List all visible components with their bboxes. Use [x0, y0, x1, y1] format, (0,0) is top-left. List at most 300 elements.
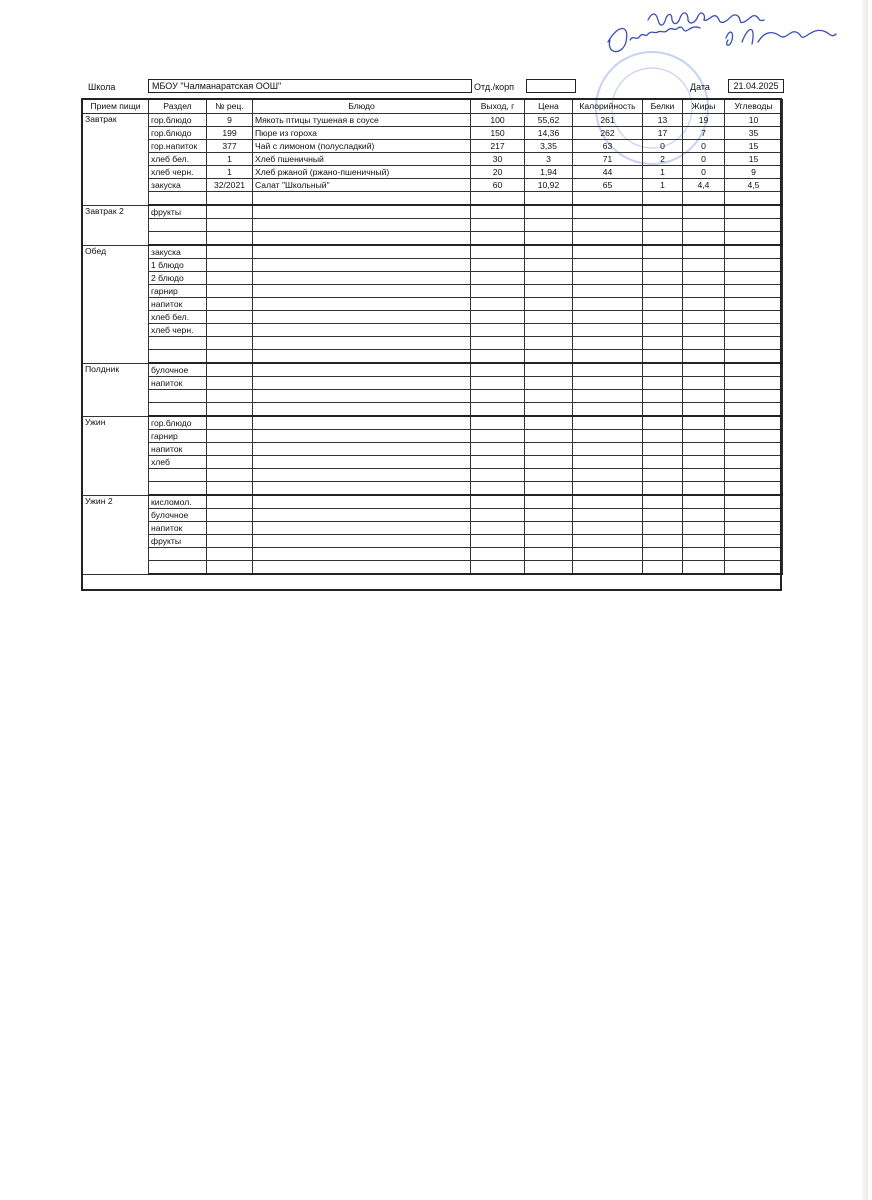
carbs-cell: [725, 482, 783, 496]
fat-cell: [683, 192, 725, 206]
yield-cell: [471, 245, 525, 259]
fat-cell: [683, 272, 725, 285]
recipe-cell: [207, 469, 253, 482]
kcal-cell: [573, 522, 643, 535]
kcal-cell: [573, 311, 643, 324]
dish-cell: Мякоть птицы тушеная в соусе: [253, 114, 471, 127]
section-cell: хлеб бел.: [149, 153, 207, 166]
fat-cell: [683, 469, 725, 482]
price-cell: [525, 298, 573, 311]
kcal-cell: [573, 509, 643, 522]
table-row: [83, 140, 783, 153]
kcal-cell: [573, 416, 643, 430]
table-row: [83, 403, 783, 417]
section-cell: кисломол.: [149, 495, 207, 509]
fat-cell: 4,4: [683, 179, 725, 192]
carbs-cell: 4,5: [725, 179, 783, 192]
recipe-cell: [207, 416, 253, 430]
yield-cell: [471, 350, 525, 364]
fat-cell: [683, 363, 725, 377]
dish-cell: [253, 522, 471, 535]
kcal-cell: [573, 298, 643, 311]
protein-cell: [643, 259, 683, 272]
table-row: [83, 456, 783, 469]
protein-cell: 2: [643, 153, 683, 166]
carbs-cell: [725, 311, 783, 324]
dish-cell: [253, 430, 471, 443]
section-cell: [149, 232, 207, 246]
kcal-cell: [573, 469, 643, 482]
section-cell: [149, 561, 207, 575]
table-row: [83, 548, 783, 561]
column-header: Белки: [643, 100, 683, 114]
kcal-cell: [573, 548, 643, 561]
fat-cell: [683, 509, 725, 522]
carbs-cell: [725, 430, 783, 443]
section-cell: [149, 469, 207, 482]
recipe-cell: [207, 285, 253, 298]
table-row: [83, 272, 783, 285]
price-cell: [525, 469, 573, 482]
kcal-cell: 261: [573, 114, 643, 127]
protein-cell: [643, 337, 683, 350]
carbs-cell: 15: [725, 140, 783, 153]
yield-cell: [471, 535, 525, 548]
carbs-cell: [725, 337, 783, 350]
recipe-cell: [207, 495, 253, 509]
fat-cell: [683, 482, 725, 496]
kcal-cell: [573, 363, 643, 377]
column-header: Цена: [525, 100, 573, 114]
price-cell: [525, 205, 573, 219]
document-header: [82, 78, 784, 98]
dish-cell: [253, 482, 471, 496]
recipe-cell: [207, 298, 253, 311]
menu-table: [82, 99, 783, 575]
fat-cell: [683, 285, 725, 298]
recipe-cell: [207, 324, 253, 337]
kcal-cell: [573, 443, 643, 456]
yield-cell: [471, 232, 525, 246]
page-edge: [862, 0, 868, 1200]
carbs-cell: 9: [725, 166, 783, 179]
recipe-cell: [207, 535, 253, 548]
protein-cell: [643, 456, 683, 469]
recipe-cell: 1: [207, 153, 253, 166]
protein-cell: [643, 192, 683, 206]
protein-cell: [643, 495, 683, 509]
school-label: Школа: [88, 82, 116, 92]
column-header: Жиры: [683, 100, 725, 114]
carbs-cell: [725, 561, 783, 575]
table-row: [83, 430, 783, 443]
price-cell: [525, 259, 573, 272]
table-row: [83, 324, 783, 337]
price-cell: [525, 245, 573, 259]
kcal-cell: [573, 192, 643, 206]
recipe-cell: [207, 390, 253, 403]
kcal-cell: [573, 337, 643, 350]
dish-cell: [253, 469, 471, 482]
protein-cell: 13: [643, 114, 683, 127]
section-cell: напиток: [149, 377, 207, 390]
dish-cell: [253, 403, 471, 417]
dish-cell: [253, 535, 471, 548]
recipe-cell: [207, 219, 253, 232]
recipe-cell: [207, 272, 253, 285]
price-cell: 1,94: [525, 166, 573, 179]
carbs-cell: [725, 272, 783, 285]
column-header: Углеводы: [725, 100, 783, 114]
school-field: МБОУ "Чалманаратская ООШ": [148, 79, 472, 93]
section-cell: хлеб бел.: [149, 311, 207, 324]
fat-cell: 0: [683, 166, 725, 179]
section-cell: гор.блюдо: [149, 416, 207, 430]
fat-cell: [683, 219, 725, 232]
dish-cell: [253, 561, 471, 575]
recipe-cell: 377: [207, 140, 253, 153]
yield-cell: [471, 259, 525, 272]
protein-cell: [643, 469, 683, 482]
fat-cell: [683, 377, 725, 390]
fat-cell: [683, 232, 725, 246]
fat-cell: [683, 245, 725, 259]
yield-cell: 30: [471, 153, 525, 166]
section-cell: булочное: [149, 509, 207, 522]
kcal-cell: [573, 456, 643, 469]
dish-cell: [253, 416, 471, 430]
fat-cell: 0: [683, 140, 725, 153]
fat-cell: [683, 403, 725, 417]
fat-cell: [683, 456, 725, 469]
yield-cell: [471, 219, 525, 232]
carbs-cell: [725, 535, 783, 548]
yield-cell: 100: [471, 114, 525, 127]
price-cell: [525, 285, 573, 298]
dish-cell: [253, 390, 471, 403]
fat-cell: [683, 311, 725, 324]
meal-name-cell: Завтрак 2: [83, 205, 149, 245]
dish-cell: [253, 205, 471, 219]
recipe-cell: 9: [207, 114, 253, 127]
price-cell: [525, 350, 573, 364]
protein-cell: [643, 390, 683, 403]
table-row: [83, 377, 783, 390]
price-cell: [525, 535, 573, 548]
carbs-cell: [725, 350, 783, 364]
table-row: [83, 127, 783, 140]
carbs-cell: [725, 245, 783, 259]
section-cell: фрукты: [149, 535, 207, 548]
carbs-cell: [725, 548, 783, 561]
price-cell: [525, 272, 573, 285]
price-cell: [525, 324, 573, 337]
yield-cell: [471, 272, 525, 285]
price-cell: [525, 482, 573, 496]
carbs-cell: [725, 363, 783, 377]
carbs-cell: [725, 443, 783, 456]
kcal-cell: 262: [573, 127, 643, 140]
fat-cell: [683, 535, 725, 548]
dish-cell: [253, 363, 471, 377]
section-cell: [149, 403, 207, 417]
dish-cell: [253, 245, 471, 259]
yield-cell: [471, 390, 525, 403]
section-cell: закуска: [149, 245, 207, 259]
dish-cell: [253, 259, 471, 272]
table-row: [83, 350, 783, 364]
yield-cell: [471, 430, 525, 443]
kcal-cell: [573, 535, 643, 548]
fat-cell: 19: [683, 114, 725, 127]
kcal-cell: [573, 285, 643, 298]
section-cell: [149, 337, 207, 350]
kcal-cell: 63: [573, 140, 643, 153]
carbs-cell: 10: [725, 114, 783, 127]
recipe-cell: [207, 561, 253, 575]
protein-cell: [643, 285, 683, 298]
section-cell: хлеб: [149, 456, 207, 469]
kcal-cell: [573, 272, 643, 285]
yield-cell: [471, 403, 525, 417]
protein-cell: [643, 219, 683, 232]
table-row: [83, 153, 783, 166]
kcal-cell: [573, 495, 643, 509]
section-cell: булочное: [149, 363, 207, 377]
yield-cell: [471, 416, 525, 430]
yield-cell: [471, 192, 525, 206]
column-header: Блюдо: [253, 100, 471, 114]
carbs-cell: [725, 509, 783, 522]
fat-cell: [683, 443, 725, 456]
price-cell: [525, 495, 573, 509]
dish-cell: [253, 350, 471, 364]
price-cell: [525, 403, 573, 417]
table-row: [83, 416, 783, 430]
table-row: [83, 192, 783, 206]
section-cell: [149, 219, 207, 232]
fat-cell: [683, 350, 725, 364]
protein-cell: [643, 548, 683, 561]
recipe-cell: 1: [207, 166, 253, 179]
kcal-cell: [573, 245, 643, 259]
carbs-cell: [725, 403, 783, 417]
dish-cell: [253, 337, 471, 350]
kcal-cell: [573, 350, 643, 364]
protein-cell: [643, 561, 683, 575]
dish-cell: [253, 377, 471, 390]
dish-cell: Салат "Школьный": [253, 179, 471, 192]
price-cell: 55,62: [525, 114, 573, 127]
section-cell: гор.блюдо: [149, 114, 207, 127]
section-cell: [149, 548, 207, 561]
kcal-cell: [573, 219, 643, 232]
dish-cell: [253, 324, 471, 337]
dish-cell: Хлеб пшеничный: [253, 153, 471, 166]
section-cell: напиток: [149, 443, 207, 456]
recipe-cell: [207, 205, 253, 219]
yield-cell: [471, 469, 525, 482]
yield-cell: [471, 561, 525, 575]
section-cell: напиток: [149, 298, 207, 311]
protein-cell: [643, 443, 683, 456]
section-cell: гор.блюдо: [149, 127, 207, 140]
fat-cell: [683, 522, 725, 535]
fat-cell: [683, 390, 725, 403]
dish-cell: [253, 192, 471, 206]
yield-cell: [471, 363, 525, 377]
recipe-cell: [207, 311, 253, 324]
fat-cell: [683, 324, 725, 337]
price-cell: [525, 337, 573, 350]
recipe-cell: [207, 259, 253, 272]
dish-cell: [253, 219, 471, 232]
dish-cell: Хлеб ржаной (ржано-пшеничный): [253, 166, 471, 179]
table-row: [83, 522, 783, 535]
price-cell: [525, 443, 573, 456]
protein-cell: [643, 245, 683, 259]
yield-cell: [471, 311, 525, 324]
table-row: [83, 259, 783, 272]
price-cell: [525, 232, 573, 246]
dept-label: Отд./корп: [474, 82, 514, 92]
price-cell: 3,35: [525, 140, 573, 153]
table-row: [83, 114, 783, 127]
price-cell: 14,36: [525, 127, 573, 140]
dish-cell: Пюре из гороха: [253, 127, 471, 140]
protein-cell: [643, 311, 683, 324]
protein-cell: [643, 324, 683, 337]
recipe-cell: [207, 522, 253, 535]
carbs-cell: [725, 324, 783, 337]
carbs-cell: [725, 192, 783, 206]
price-cell: [525, 377, 573, 390]
protein-cell: [643, 535, 683, 548]
protein-cell: [643, 363, 683, 377]
protein-cell: 17: [643, 127, 683, 140]
dish-cell: [253, 495, 471, 509]
fat-cell: 7: [683, 127, 725, 140]
table-row: [83, 482, 783, 496]
table-row: [83, 337, 783, 350]
kcal-cell: [573, 561, 643, 575]
yield-cell: [471, 456, 525, 469]
dish-cell: [253, 272, 471, 285]
carbs-cell: [725, 298, 783, 311]
protein-cell: [643, 377, 683, 390]
fat-cell: [683, 298, 725, 311]
section-cell: 2 блюдо: [149, 272, 207, 285]
table-row: [83, 166, 783, 179]
section-cell: напиток: [149, 522, 207, 535]
table-row: [83, 232, 783, 246]
fat-cell: [683, 205, 725, 219]
recipe-cell: [207, 192, 253, 206]
carbs-cell: [725, 285, 783, 298]
fat-cell: [683, 561, 725, 575]
protein-cell: [643, 509, 683, 522]
table-row: [83, 285, 783, 298]
section-cell: 1 блюдо: [149, 259, 207, 272]
kcal-cell: [573, 324, 643, 337]
price-cell: 10,92: [525, 179, 573, 192]
price-cell: [525, 416, 573, 430]
dish-cell: [253, 311, 471, 324]
price-cell: [525, 430, 573, 443]
table-row: [83, 535, 783, 548]
carbs-cell: 15: [725, 153, 783, 166]
protein-cell: [643, 350, 683, 364]
fat-cell: 0: [683, 153, 725, 166]
price-cell: [525, 548, 573, 561]
yield-cell: [471, 324, 525, 337]
recipe-cell: [207, 232, 253, 246]
carbs-cell: [725, 456, 783, 469]
kcal-cell: 71: [573, 153, 643, 166]
yield-cell: 150: [471, 127, 525, 140]
meal-name-cell: Обед: [83, 245, 149, 363]
carbs-cell: [725, 232, 783, 246]
fat-cell: [683, 548, 725, 561]
column-header: Раздел: [149, 100, 207, 114]
protein-cell: [643, 522, 683, 535]
protein-cell: [643, 272, 683, 285]
yield-cell: [471, 443, 525, 456]
price-cell: [525, 219, 573, 232]
recipe-cell: [207, 509, 253, 522]
dish-cell: [253, 509, 471, 522]
section-cell: гор.напиток: [149, 140, 207, 153]
table-row: [83, 443, 783, 456]
dish-cell: [253, 456, 471, 469]
kcal-cell: [573, 232, 643, 246]
carbs-cell: [725, 219, 783, 232]
carbs-cell: [725, 205, 783, 219]
price-cell: [525, 522, 573, 535]
table-row: [83, 495, 783, 509]
yield-cell: [471, 337, 525, 350]
table-row: [83, 311, 783, 324]
meal-name-cell: Ужин: [83, 416, 149, 495]
yield-cell: 60: [471, 179, 525, 192]
yield-cell: [471, 482, 525, 496]
table-row: [83, 298, 783, 311]
section-cell: закуска: [149, 179, 207, 192]
table-row: [83, 219, 783, 232]
table-row: [83, 469, 783, 482]
dish-cell: [253, 548, 471, 561]
recipe-cell: [207, 548, 253, 561]
price-cell: [525, 390, 573, 403]
yield-cell: [471, 509, 525, 522]
carbs-cell: [725, 495, 783, 509]
fat-cell: [683, 259, 725, 272]
fat-cell: [683, 430, 725, 443]
dish-cell: [253, 285, 471, 298]
yield-cell: [471, 205, 525, 219]
section-cell: фрукты: [149, 205, 207, 219]
yield-cell: [471, 298, 525, 311]
recipe-cell: [207, 482, 253, 496]
yield-cell: [471, 522, 525, 535]
recipe-cell: [207, 403, 253, 417]
price-cell: [525, 311, 573, 324]
kcal-cell: [573, 259, 643, 272]
yield-cell: [471, 285, 525, 298]
dish-cell: Чай с лимоном (полусладкий): [253, 140, 471, 153]
section-cell: [149, 192, 207, 206]
price-cell: [525, 561, 573, 575]
